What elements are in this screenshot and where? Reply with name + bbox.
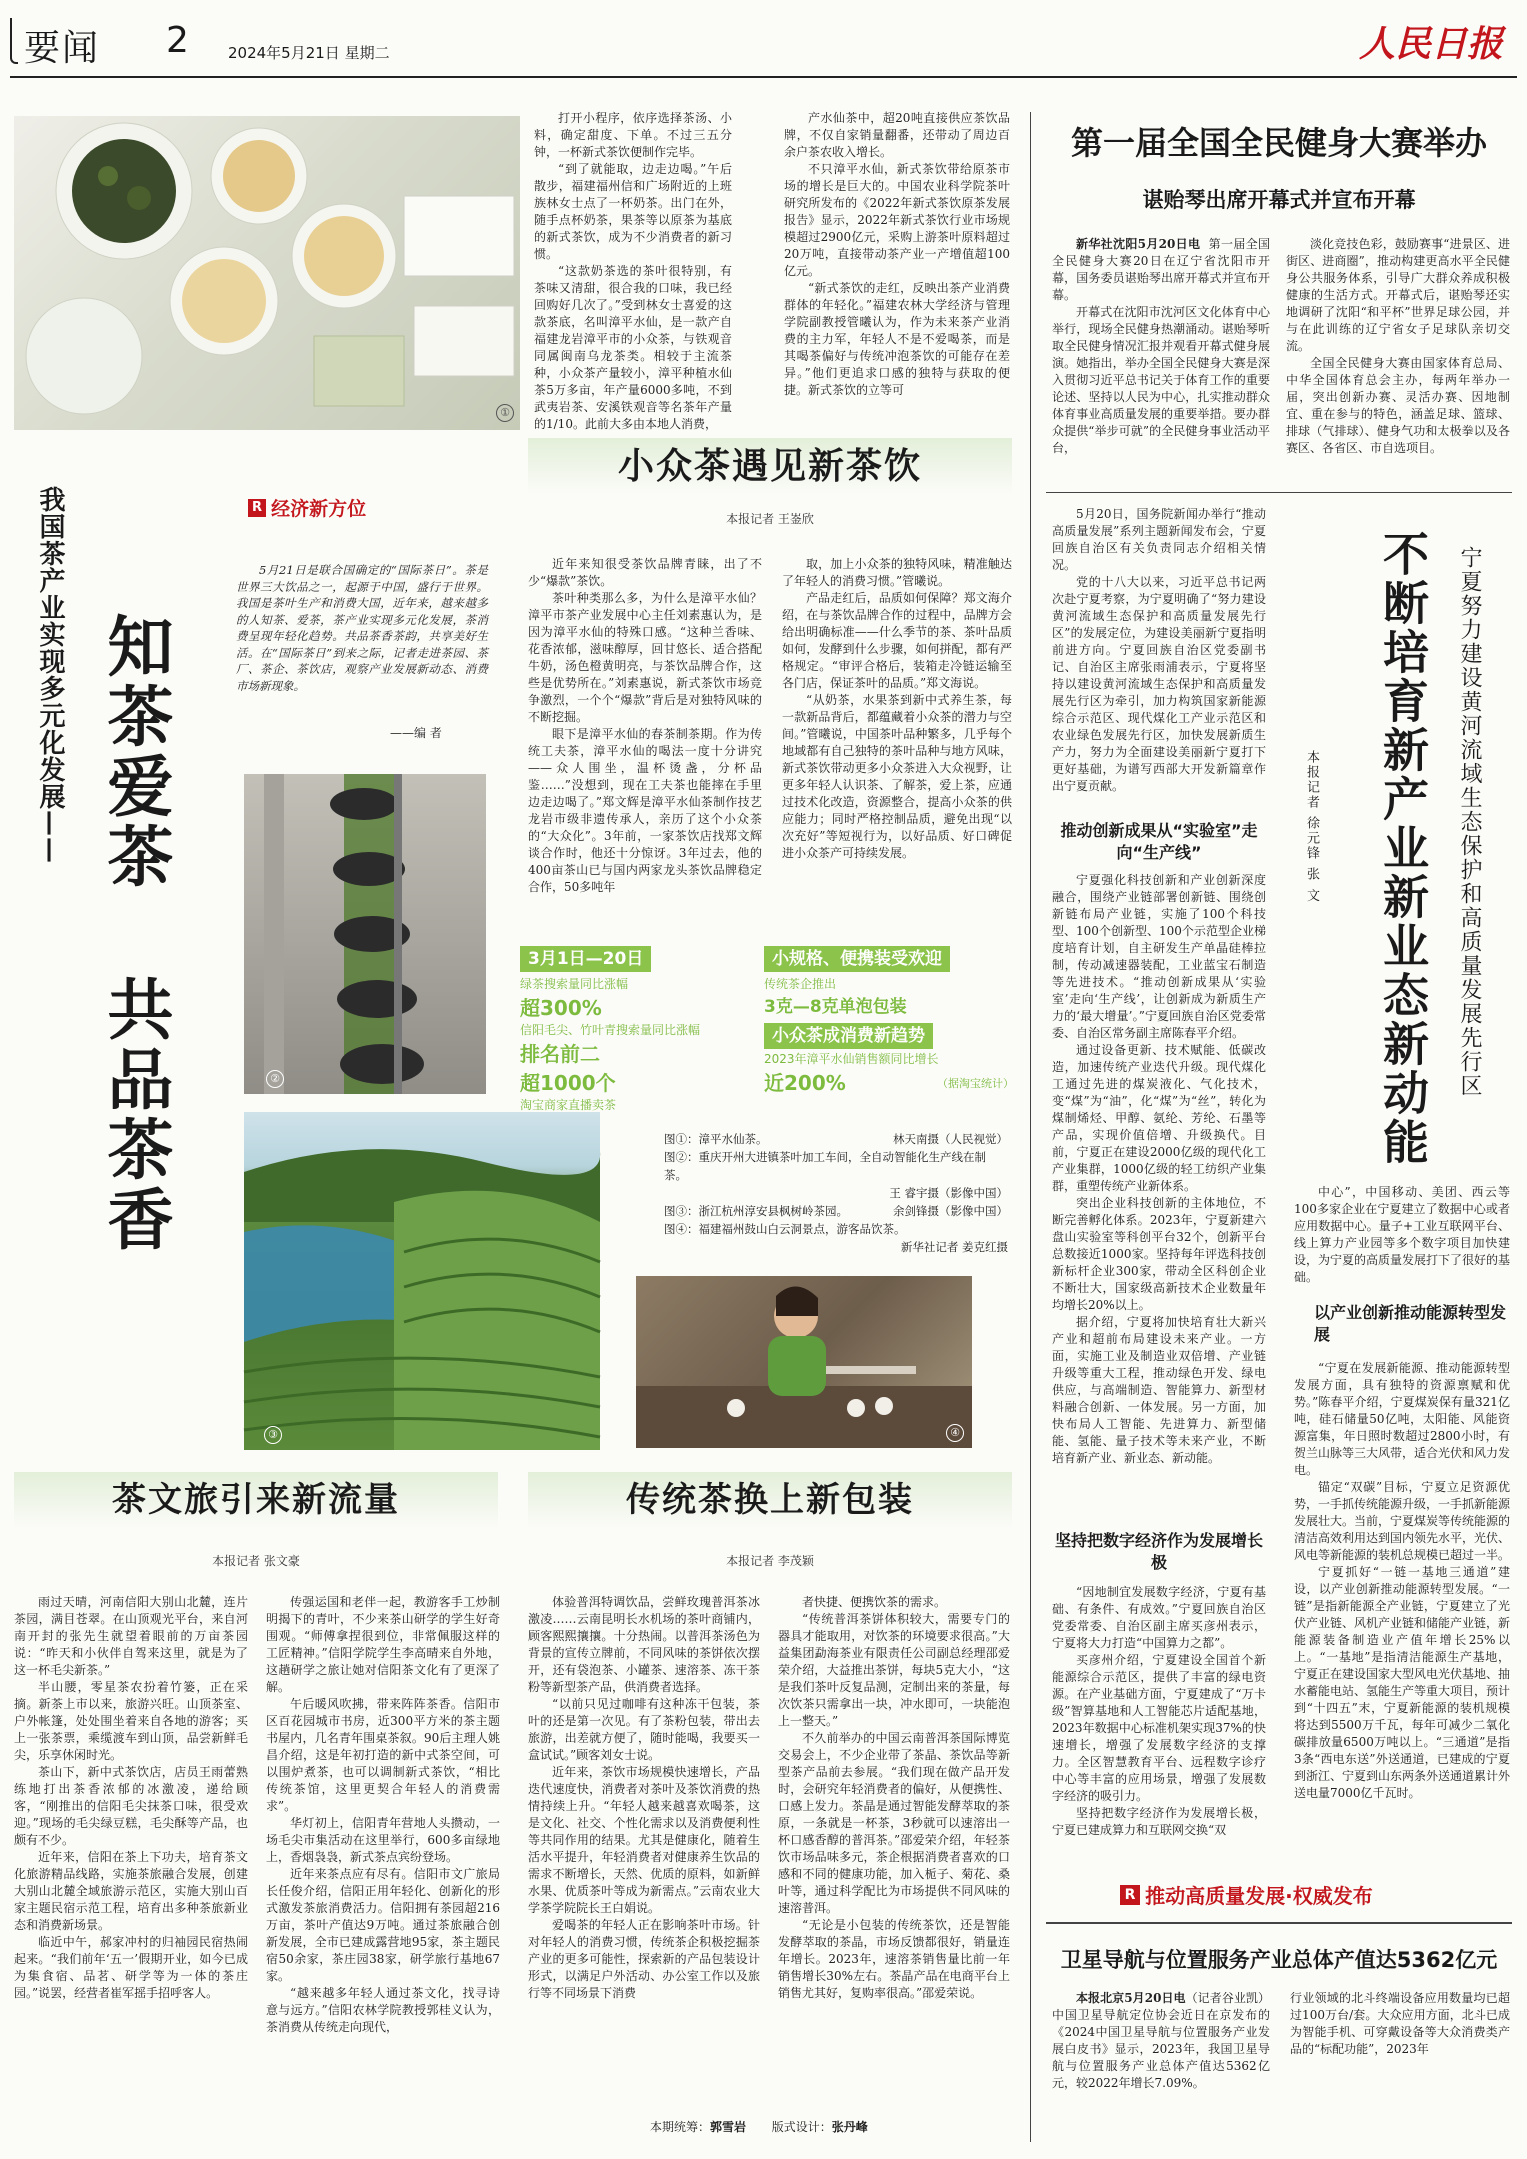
nx-sub1-para-1: 宁夏强化科技创新和产业创新深度融合，围绕产业链部署创新链、围绕创新链布局产业链，实施了100个科技型、100个创新型、100个示范型企业梯度培育计划，自主研发生产单晶硅棒拉制，传动减速器装配，工业蓝宝石制造等先进技术。“推动创新成果从‘实验室’走向‘生产线’，让创新成为新质生产力的‘最大增量’。”宁夏回族自治区党委常委、自治区常务副主席陈春平介绍。 xyxy=(1052,873,1266,1040)
mid-para-4: 产水仙茶中，超20吨直接供应茶饮品牌，不仅自家销量翻番，还带动了周边百余户茶农收入增长。 xyxy=(784,111,1010,159)
caption-2-text: 图②：重庆开州大进镇茶叶加工车间，全自动智能化生产线在制茶。 xyxy=(664,1150,986,1182)
nx-sub2-para-2: 买彦州介绍，宁夏建设全国首个新能源综合示范区，提供了丰富的绿电资源。在产业基础方面，宁夏建成了“万卡级”智算基地和人工智能芯片适配基地，2023年数据中心标准机架实现37%的快速增长，增强了发展数字经济的支撑力。全区智慧教育平台、远程数字诊疗中心等丰富的应用场景，增强了发展数字经济的吸引力。 xyxy=(1052,1653,1266,1803)
info-item5-value: 近200% xyxy=(764,1071,846,1095)
article1-byline: 本报记者 王崟欣 xyxy=(726,512,814,526)
mid-para-5: 不只漳平水仙，新式茶饮带给原茶市场的增长是巨大的。中国农业科学院茶叶研究所发布的《2022年新式茶饮原茶发展报告》显示，2022年新式茶饮行业市场规模超过2900亿元，采购上游茶叶原料超过20万吨，直接带动茶产业一产增值超100亿元。 xyxy=(784,162,1010,278)
column-tag-label: 经济新方位 xyxy=(271,498,367,520)
editors-note-sign: ——编 者 xyxy=(390,726,442,740)
a2-para-3: 茶山下，新中式茶饮店，店员王雨蕾熟练地打出茶香浓郁的冰激凌，递给顾客，“刚推出的信阳毛尖抹茶口味，很受欢迎。”现场的毛尖绿豆糕，毛尖酥等产品，也颇有不少。 xyxy=(14,1765,248,1847)
info-item1-label: 绿茶搜索量同比涨幅 xyxy=(520,977,629,991)
ningxia-title-vertical: 不断培育新产业新业态新动能 xyxy=(1376,530,1430,1167)
tea-terraces-illustration xyxy=(244,1112,600,1450)
sat-para-1 xyxy=(1052,1990,1270,2092)
photo-captions xyxy=(664,1130,1008,1256)
caption-3-text: 图③：浙江杭州淳安县枫树岭茶园。 xyxy=(664,1204,848,1218)
editor-name: 郭雪岩 xyxy=(710,2120,747,2134)
caption-3 xyxy=(664,1202,1008,1220)
nx-para-1: 5月20日，国务院新闻办举行“推动高质量发展”系列主题新闻发布会，宁夏回族自治区有关负责同志介绍相关情况。 xyxy=(1052,507,1266,572)
header-rule xyxy=(10,76,1517,78)
caption-4-credit: 新华社记者 姜克红摄 xyxy=(900,1240,1008,1254)
a2-para-4: 近年来，信阳在茶上下功夫，培育茶文化旅游精品线路，实施茶旅融合发展，创建大别山北麓全域旅游示范区，实施大别山百家主题民宿示范工程，培育出多种茶旅新业态和消费新场景。 xyxy=(14,1850,248,1932)
sat-para-1-text: （记者谷业凯）中国卫星导航定位协会近日在京发布的《2024中国卫星导航与位置服务产业发展白皮书》显示，2023年，我国卫星导航与位置服务产业总体产值达5362亿元，较2022年增长7.09%。 xyxy=(1052,1991,1270,2090)
designer-name: 张丹峰 xyxy=(831,2120,868,2134)
article1-col-1 xyxy=(528,556,762,926)
editor-label: 本期统筹： xyxy=(650,2120,711,2134)
a3-para-7: 不久前举办的中国云南普洱茶国际博览交易会上，不少企业带了茶晶、茶饮品等新型茶产品前去参展。“我们现在做产品开发时，会研究年轻消费者的偏好，从便携性、口感上发力。茶晶是通过智能发酵萃取的茶原，一条就是一杯茶，3秒就可以速溶出一杯口感香醇的普洱茶。”邵爱荣介绍，年轻茶饮市场品味多元，茶企根据消费者喜欢的口感和不同的健康功能，加入栀子、菊花、桑叶等，通过科学配比为市场提供不同风味的速溶普洱。 xyxy=(778,1731,1010,1915)
ningxia-col-1-bottom xyxy=(1052,1584,1266,1870)
photo-2-tea-production-line xyxy=(244,774,486,1094)
caption-1-text: 图①：漳平水仙茶。 xyxy=(664,1132,768,1146)
editors-note xyxy=(236,562,488,722)
caption-1 xyxy=(664,1130,1008,1148)
column-tag xyxy=(248,494,366,518)
rt-para-3: 淡化竞技色彩，鼓励赛事“进景区、进街区、进商圈”，推动构建更高水平全民健身公共服务体系，引导广大群众养成积极健康的生活方式。开幕式后，谌贻琴还实地调研了沈阳“和平杯”世界足球公园，并与在此训练的辽宁省女子足球队亲切交流。 xyxy=(1286,237,1510,353)
mid-para-1: 打开小程序，依序选择茶汤、小料，确定甜度、下单。不过三五分钟，一杯新式茶饮便制作完毕。 xyxy=(534,111,732,159)
nx-right-para-1: 中心”，中国移动、美团、西云等100多家企业在宁夏建立了数据中心或者应用数据中心。量子+工业互联网平台、线上算力产业园等多个数字项目加快建设，为宁夏的高质量发展打下了很好的基础。 xyxy=(1294,1185,1511,1284)
a1-para-3: 眼下是漳平水仙的春茶制茶期。作为传统工夫茶，漳平水仙的喝法一度十分讲究——众人围坐，温杯烫盏，分杯品鉴……”没想到，现在工夫茶也能摔在手里边走边喝了。”郑文辉是漳平水仙茶制作技艺龙岩市级非遗传承人，亲历了这个小众茶的“大众化”。3年前，一家茶饮店找郑文辉谈合作时，他还十分惊讶。3年过去，他的400亩茶山已与国内两家龙头茶饮品牌稳定合作，50多吨年 xyxy=(528,727,762,894)
promo-rule xyxy=(1046,1922,1512,1924)
article3-byline: 本报记者 李茂颖 xyxy=(726,1554,814,1568)
mid-para-2: “到了就能取，边走边喝。”午后散步，福建福州信和广场附近的上班族林女士点了一杯奶茶。出门在外，随手点杯奶茶，果茶等以原茶为基底的新式茶饮，成为不少消费者的新习惯。 xyxy=(534,162,732,261)
info-item2-label: 信阳毛尖、竹叶青搜索量同比涨幅 xyxy=(520,1023,701,1037)
right-top-col-2 xyxy=(1286,236,1510,476)
a2-para-7: 午后暖风吹拂，带来阵阵茶香。信阳市区百花园城市书房，近300平方米的茶主题书屋内，几名青年围桌茶叙。90后主理人姚昌介绍，这是年初打造的新中式茶空间，可以围炉煮茶，也可以调制新式茶饮，“相比传统茶馆，这里更契合年轻人的消费需求”。 xyxy=(266,1697,500,1813)
left-title-vertical-2: 共品茶香 xyxy=(96,975,174,1255)
info-item2-value: 排名前二 xyxy=(520,1042,600,1066)
caption-2 xyxy=(664,1148,1008,1184)
rt-para-2: 开幕式在沈阳市沈河区文化体育中心举行，现场全民健身热潮涌动。谌贻琴听取全民健身情况汇报并观看开幕式健身展演。她指出，举办全国全民健身大赛是深入贯彻习近平总书记关于体育工作的重要论述、坚持以人民为中心，扎实推动群众体育事业高质量发展的重要举措。要办群众提供“举步可就”的全民健身事业活动平台， xyxy=(1052,305,1270,455)
promo-text: 推动高质量发展·权威发布 xyxy=(1145,1884,1373,1908)
photo-1-zhangping-shuixian-tea xyxy=(14,116,520,430)
satellite-headline: 卫星导航与位置服务产业总体产值达5362亿元 xyxy=(1060,1948,1498,1972)
photo-number-2: ② xyxy=(266,1070,284,1088)
infographic-packaging xyxy=(764,944,1014,1095)
info-tag-3: 小众茶成消费新趋势 xyxy=(764,1023,933,1049)
ningxia-col-1-mid xyxy=(1052,872,1266,1512)
right-top-bottom-rule xyxy=(1046,492,1512,493)
a2-para-5: 临近中午，郝家冲村的归袖园民宿热闹起来。“我们前年‘五一’假期开业，如今已成为集食宿、品茗、研学等为一体的茶庄园。”说罢，经营者崔军摇手招呼客人。 xyxy=(14,1935,248,2000)
article1-col-2 xyxy=(782,556,1012,926)
ningxia-subhead-2: 坚持把数字经济作为发展增长极 xyxy=(1054,1531,1263,1572)
a1-para-1: 近年来知很受茶饮品牌青睐，出了不少“爆款”茶饮。 xyxy=(528,557,762,588)
satellite-col-2 xyxy=(1290,1990,1510,2140)
ningxia-byline-vertical: 本报记者 徐元锋 张 文 xyxy=(1304,750,1319,904)
info-date-range: 3月1日—20日 xyxy=(520,946,651,972)
a3-para-3: 近年来，茶饮市场规模快速增长，产品迭代速度快，消费者对茶叶及茶饮消费的热情持续上升。“年轻人越来越喜欢喝茶，这是文化、社交、个性化需求以及消费便利性等共同作用的结果。尤其是健康化，随着生活水平提升，年轻消费者对健康养生饮品的需求不断增长，天然、优质的原料，如新鲜水果、优质茶叶等成为新需点。”云南农业大学茶学院院长王白娟说。 xyxy=(528,1765,760,1915)
left-title-vertical-1: 知茶爱茶 xyxy=(96,612,174,892)
infographic-search-growth xyxy=(520,944,760,1112)
right-top-subhead: 谌贻琴出席开幕式并宣布开幕 xyxy=(1142,187,1416,212)
photo-3-tea-garden xyxy=(244,1112,600,1450)
ningxia-subtitle-vertical: 宁夏努力建设黄河流域生态保护和高质量发展先行区 xyxy=(1457,546,1482,1098)
caption-2-credit: 王 睿宇摄（影像中国） xyxy=(889,1186,1008,1200)
issue-date: 2024年5月21日 星期二 xyxy=(228,44,390,62)
a1-para-2: 茶叶种类那么多，为什么是漳平水仙？漳平市茶产业发展中心主任刘素惠认为，是因为漳平水仙的特殊口感。“这种兰香味、花香浓郁，滋味醇厚，回甘悠长、适合搭配牛奶，汤色橙黄明亮，与茶饮品牌合作，这些是优势所在。”刘素惠说，新式茶饮市场竞争激烈，一个个“爆款”背后是对独特风味的不断挖掘。 xyxy=(528,591,762,724)
ningxia-col-1-top xyxy=(1052,506,1266,806)
article2-headline: 茶文旅引来新流量 xyxy=(112,1480,400,1520)
a3-para-1: 体验普洱特调饮品，尝鲜玫瑰普洱茶冰激凌……云南昆明长水机场的茶叶商铺内，顾客熙熙攘攘。十分热闹。以普洱茶汤色为背景的宣传立牌前，不同风味的茶饼依次摆开，还有袋泡茶、小罐茶、速溶茶、冻干茶粉等新型茶产品，供消费者选择。 xyxy=(528,1595,760,1694)
middle-top-col-2 xyxy=(784,110,1010,420)
satellite-col-1 xyxy=(1052,1990,1270,2140)
a2-para-6: 传强运国和老伴一起，教游客手工炒制明揭下的青叶，不少来茶山研学的学生好奇围观。“师傅拿捏很到位，非常佩服这样的工匠精神。”信阳学院学生李高晴来自外地，这趟研学之旅让她对信阳茶文化有了更深了解。 xyxy=(266,1595,500,1694)
a2-para-2: 半山腰，零星茶农扮着竹篓，正在采摘。新茶上市以来，旅游兴旺。山顶茶室、户外帐篷，处处围坐着来自各地的游客；买上一张茶票，乘缆渡车到山顶，品尝新鲜毛尖，乐享休闲时光。 xyxy=(14,1680,248,1762)
caption-4 xyxy=(664,1220,1008,1238)
page-header xyxy=(10,12,1517,76)
article1-headline: 小众茶遇见新茶饮 xyxy=(617,445,922,487)
a1-para-5: 产品走红后，品质如何保障？郑文海介绍，在与茶饮品牌合作的过程中，品牌方会给出明确标准——什么季节的茶、茶叶品质如何，发酵到什么步骤，如何拼配，都有严格规定。“审评合格后，装箱走冷链运输至各门店，保证茶叶的品质。”郑文海说。 xyxy=(782,591,1012,690)
article3-headline: 传统茶换上新包装 xyxy=(626,1480,914,1520)
info-item1-value: 超300% xyxy=(520,996,602,1020)
right-top-headline: 第一届全国全民健身大赛举办 xyxy=(1070,124,1487,162)
left-subtitle-vertical: 我国茶产业实现多元化发展—— xyxy=(35,486,65,864)
info-item5-label: 2023年漳平水仙销售额同比增长 xyxy=(764,1052,939,1066)
mid-para-3: “这款奶茶选的茶叶很特别，有茶味又清甜，很合我的口味，我已经回购好几次了。”受到林女士喜爱的这款茶底，名叫漳平水仙，是一款产自福建龙岩漳平市的小众茶，与铁观音同属闽南乌龙茶类。相较于主流茶种，小众茶产量较小，漳平种植水仙茶5万多亩，年产量6000多吨，不到武夷岩茶、安溪铁观音等名茶年产量的1/10。此前大多由本地人消费， xyxy=(534,264,732,431)
a3-para-5: 者快捷、便携饮茶的需求。 xyxy=(802,1595,947,1609)
sat-dateline: 本报北京5月20日电 xyxy=(1076,1991,1186,2005)
nx-sub3-para-2: 锚定“双碳”目标，宁夏立足资源优势，一手抓传统能源升级，一手抓新能源发展壮大。当前，宁夏煤炭等传统能源的清洁高效利用达到国内领先水平，光伏、风电等新能源的装机总规模已超过一半。 xyxy=(1294,1480,1511,1562)
editors-note-text: 5月21日是联合国确定的“国际茶日”。茶是世界三大饮品之一，起源于中国，盛行于世界。我国是茶叶生产和消费大国，近年来，越来越多的人知茶、爱茶，茶产业实现多元化发展，茶消费呈现年轻化趋势。共品茶香茶韵，共享美好生活。在“国际茶日”到来之际，记者走进茶园、茶厂、茶企、茶饮店，观察产业发展新动态、消费市场新现象。 xyxy=(236,563,488,693)
article3-headline-band xyxy=(528,1472,1012,1528)
rt-para-4: 全国全民健身大赛由国家体育总局、中华全国体育总会主办，每两年举办一届，突出创新办赛、灵活办赛、因地制宜、重在参与的特色，涵盖足球、篮球、排球（气排球）、健身气功和太极拳以及各赛区、各省区、市自选项目。 xyxy=(1286,356,1510,455)
page-credits xyxy=(650,2118,868,2135)
info-tag-2: 小规格、便携装受欢迎 xyxy=(764,946,950,972)
rt-para-1-text: 第一届全国全民健身大赛20日在辽宁省沈阳市开幕，国务委员谌贻琴出席开幕式并宣布开幕。 xyxy=(1052,237,1270,302)
rt-dateline: 新华社沈阳5月20日电 xyxy=(1076,237,1201,251)
a1-para-4: 取，加上小众茶的独特风味，精准触达了年轻人的消费习惯。”管曦说。 xyxy=(782,557,1012,588)
article3-col-2 xyxy=(778,1594,1010,2104)
nx-sub2-para-3: 坚持把数字经济作为发展增长极，宁夏已建成算力和互联网交换“双 xyxy=(1052,1806,1266,1837)
ningxia-subhead-1: 推动创新成果从“实验室”走向“生产线” xyxy=(1060,821,1258,862)
promo-icon: R xyxy=(1120,1885,1140,1905)
mid-para-6: “新式茶饮的走红，反映出茶产业消费群体的年轻化。”福建农林大学经济与管理学院副教授管曦认为，作为未来茶产业消费的主力军，年轻人不是不爱喝茶，而是其喝茶偏好与传统冲泡茶饮的可能存在差异。”他们更追求口感的独特与获取的便捷。新式茶饮的立等可 xyxy=(784,281,1010,397)
rt-para-1 xyxy=(1052,236,1270,304)
page-number: 2 xyxy=(166,20,189,61)
info-source: （据淘宝统计） xyxy=(937,1077,1014,1090)
a2-para-10: “越来越多年轻人通过茶文化，找寻诗意与远方。”信阳农林学院教授郭桂义认为，茶消费从传统走向现代， xyxy=(266,1986,500,2034)
ningxia-subhead-3: 以产业创新推动能源转型发展 xyxy=(1314,1303,1507,1344)
article2-col-1 xyxy=(14,1594,248,2114)
caption-1-credit: 林天南摄（人民视觉） xyxy=(893,1132,1008,1146)
column-divider xyxy=(1030,112,1031,2142)
info-item3-value: 超1000个 xyxy=(520,1071,616,1095)
nx-para-2: 党的十八大以来，习近平总书记两次赴宁夏考察，为宁夏明确了“努力建设黄河流域生态保护和高质量发展先行区”的发展定位，为建设美丽新宁夏指明前进方向。宁夏回族自治区党委副书记、自治区主席张雨浦表示，宁夏将坚持以建设黄河流域生态保护和高质量发展先行区为牵引，加力构筑国家新能源综合示范区、现代煤化工产业示范区和农业绿色发展先行区，加快发展新质生产力，努力为全面建设美丽新宁夏打下更好基础，为谱写西部大开发新篇章作出宁夏贡献。 xyxy=(1052,575,1266,793)
article1-headline-band xyxy=(528,438,1012,494)
header-left-bracket xyxy=(10,18,18,64)
sat-para-2: 行业领域的北斗终端设备应用数量均已超过100万台/套。大众应用方面，北斗已成为智能手机、可穿戴设备等大众消费类产品的“标配功能”，2023年 xyxy=(1290,1991,1510,2056)
nx-sub1-para-4: 据介绍，宁夏将加快培育壮大新兴产业和超前布局建设未来产业。一方面，实施工业及制造业双倍增、产业链升级等重大工程，推动绿色开发、绿电供应，与高端制造、智能算力、新型材料融合创新、一体发展。另一方面，加快布局人工智能、先进算力、新型储能、氢能、量子技术等未来产业，不断培育新产业、新业态、新动能。 xyxy=(1052,1315,1266,1465)
photo-number-1: ① xyxy=(496,404,514,422)
designer-label: 版式设计： xyxy=(771,2120,832,2134)
column-tag-icon: R xyxy=(248,499,266,517)
a1-para-6: “从奶茶，水果茶到新中式养生茶，每一款新品背后，都蕴藏着小众茶的潜力与空间。”管曦说，中国茶叶品种繁多，几乎每个地域都有自己独特的茶叶品种与地方风味，新式茶饮带动更多小众茶进入大众视野，让更多年轻人认识茶、了解茶，爱上茶，应通过技术化改造，资源整合，提高小众茶的供应能力；同时严格控制品质，避免出现“以次充好”等短视行为，以好品质、好口碑促进小众茶产可持续发展。 xyxy=(782,693,1012,860)
caption-4-text: 图④：福建福州鼓山白云洞景点，游客品饮茶。 xyxy=(664,1222,906,1236)
a2-para-1: 雨过天晴，河南信阳大别山北麓，连片茶园，满目苍翠。在山顶观光平台，来自河南开封的张先生就望着眼前的万亩茶园说：“昨天和小伙伴自驾来这里，就是为了这一杯毛尖新茶。” xyxy=(14,1595,248,1677)
photo-4-tourists-tea-tasting xyxy=(636,1276,972,1448)
ningxia-col-2-top xyxy=(1294,1184,1510,1300)
nx-sub3-para-1: “宁夏在发展新能源、推动能源转型发展方面，具有独特的资源禀赋和优势。”陈春平介绍，宁夏煤炭保有量321亿吨，硅石储量50亿吨，太阳能、风能资源富集，年日照时数超过2800小时，有贺兰山脉等三大风带，适合光伏和风力发电。 xyxy=(1294,1361,1511,1477)
a3-para-6: “传统普洱茶饼体积较大，需要专门的器具才能取用，对饮茶的环境要求很高。”大益集团勐海茶业有限责任公司副总经理邵爱荣介绍，大益推出茶饼，每块5克大小，“这是我们茶叶反复品测，定制出来的茶量，每次饮茶只需拿出一块，冲水即可，一块能泡上一整天。” xyxy=(778,1612,1010,1728)
article2-byline: 本报记者 张文豪 xyxy=(212,1554,300,1568)
a3-para-2: “以前只见过咖啡有这种冻干包装，茶叶的还是第一次见。有了茶粉包装，带出去旅游，出差就方便了，随时能喝，我要买一盒试试。”顾客刘女士说。 xyxy=(528,1697,760,1762)
article2-col-2 xyxy=(266,1594,500,2114)
a3-para-4: 爱喝茶的年轻人正在影响茶叶市场。针对年轻人的消费习惯，传统茶企积极挖掘茶产业的更多可能性，探索新的产品包装设计形式，以满足户外活动、办公室工作以及旅行等不同场景下消费 xyxy=(528,1918,760,2000)
a2-para-9: 近年来茶点应有尽有。信阳市文广旅局长任俊介绍，信阳正用年轻化、创新化的形式激发茶旅消费活力。信阳拥有茶园超216万亩，茶叶产值达9万吨。通过茶旅融合创新发展，全市已建成露营地95家，茶主题民宿50余家，茶庄园38家，研学旅行基地67家。 xyxy=(266,1867,500,1983)
masthead-logo: 人民日报 xyxy=(1358,23,1503,65)
info-item3-label: 淘宝商家直播卖茶 xyxy=(520,1098,617,1112)
a2-para-8: 华灯初上，信阳青年营地人头攒动，一场毛尖市集活动在这里举行，600多亩绿地上，香烟袅袅，新式茶点宾纷登场。 xyxy=(266,1816,500,1864)
a3-para-8: “无论是小包装的传统茶饮，还是智能发酵萃取的茶晶，市场反馈都很好，销量连年增长。2023年，速溶茶销售量比前一年销售增长30%左右。茶晶产品在电商平台上销售尤其好，复购率很高。”邵爱荣说。 xyxy=(778,1918,1010,2000)
promo-banner xyxy=(1120,1880,1460,1910)
tea-tasting-illustration xyxy=(636,1276,972,1448)
info-item4-label: 传统茶企推出 xyxy=(764,977,837,991)
nx-sub3-para-3: 宁夏抓好“一链一基地三通道”建设，以产业创新推动能源转型发展。“一链”是指新能源全产业链，宁夏建立了光伏产业链、风机产业链和储能产业链，新能源装备制造业产值年增长25%以上。“一基地”是指清洁能源生产基地，宁夏正在建设国家大型风电光伏基地、抽水蓄能电站、氢能生产等重大项目，预计到“十四五”末，宁夏新能源的装机规模将达到5500万千瓦，每年可减少二氧化碳排放量6500万吨以上。“三通道”是指3条“西电东送”外送通道，已建成的宁夏到浙江、宁夏到山东两条外送通道累计外送电量7000亿千瓦时。 xyxy=(1294,1565,1511,1800)
caption-3-credit: 余剑锋摄（影像中国） xyxy=(893,1204,1008,1218)
nx-sub2-para-1: “因地制宜发展数字经济，宁夏有基础、有条件、有成效。”宁夏回族自治区党委常委、自治区副主席买彦州表示，宁夏将大力打造“中国算力之都”。 xyxy=(1052,1585,1266,1650)
section-title: 要闻 xyxy=(24,28,101,69)
article3-col-1 xyxy=(528,1594,760,2104)
nx-sub1-para-2: 通过设备更新、技术赋能、低碳改造，加速传统产业迭代升级。现代煤化工通过先进的煤炭液化、气化技术，变“煤”为“油”，化“煤”为“丝”，转化为煤制烯烃、甲醇、氨纶、芳纶、石墨等产品，实现价值倍增、升级换代。目前，宁夏正在建设2000亿级的现代化工产业集群，1000亿级的轻工纺织产业集群，重塑传统产业新体系。 xyxy=(1052,1043,1266,1193)
photo-number-3: ③ xyxy=(264,1426,282,1444)
middle-top-col-1 xyxy=(534,110,732,431)
nx-sub1-para-3: 突出企业科技创新的主体地位，不断完善孵化体系。2023年，宁夏新建六盘山实验室等科创平台32个，创新平台总数接近1000家。坚持每年评选科技创新标杆企业300家，带动全区科创企业不断壮大，国家级高新技术企业数量年均增长20%以上。 xyxy=(1052,1196,1266,1312)
right-top-col-1 xyxy=(1052,236,1270,476)
tea-cups-illustration xyxy=(14,116,520,430)
production-line-illustration xyxy=(244,774,486,1094)
ningxia-col-2-bottom xyxy=(1294,1360,1510,1870)
info-item4-value: 3克—8克单泡包装 xyxy=(764,997,907,1017)
photo-number-4: ④ xyxy=(946,1424,964,1442)
article2-headline-band xyxy=(14,1472,498,1528)
